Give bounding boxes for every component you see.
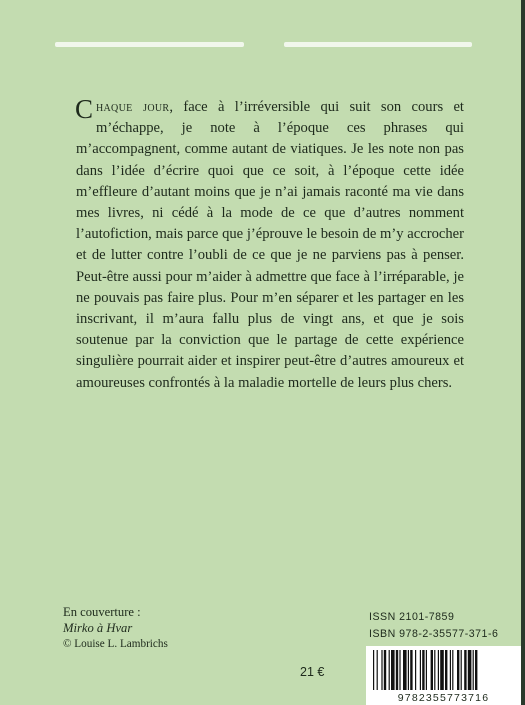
barcode-bar (426, 650, 427, 690)
barcode-bar (464, 650, 466, 690)
barcode-bar (373, 650, 374, 690)
barcode-bar (452, 650, 453, 690)
barcode-bar (440, 650, 444, 690)
barcode-bar (403, 650, 407, 690)
issn-number: ISSN 2101-7859 (369, 611, 455, 623)
cover-artwork-title: Mirko à Hvar (63, 621, 133, 635)
cover-label: En couverture : (63, 605, 141, 619)
barcode-bar (410, 650, 412, 690)
isbn-block (369, 609, 498, 643)
decorative-bar-left (55, 42, 244, 47)
barcode-bar (431, 650, 433, 690)
barcode-bars (371, 650, 516, 692)
barcode-bar (475, 650, 477, 690)
barcode-bar (473, 650, 474, 690)
cover-credits (63, 604, 168, 652)
isbn-number: ISBN 978-2-35577-371-6 (369, 628, 499, 640)
barcode-bar (389, 650, 390, 690)
price: 21 € (300, 665, 325, 679)
barcode-bar (445, 650, 447, 690)
barcode-bar (396, 650, 398, 690)
barcode-bar (457, 650, 459, 690)
barcode-bar (377, 650, 378, 690)
cover-edge (521, 0, 525, 705)
barcode-bar (434, 650, 435, 690)
barcode-digits: 9782355773716 (397, 692, 490, 704)
blurb-paragraph (75, 94, 464, 394)
barcode-bar (468, 650, 472, 690)
barcode-bar (399, 650, 400, 690)
drop-cap: C (75, 94, 94, 124)
barcode-bar (415, 650, 416, 690)
barcode-bar (391, 650, 395, 690)
barcode-bar (461, 650, 462, 690)
barcode-bar (408, 650, 409, 690)
decorative-bar-right (284, 42, 472, 47)
barcode (366, 646, 521, 705)
barcode-bar (420, 650, 421, 690)
opening-words: haque jour (96, 99, 170, 115)
blurb-text: , face à l’irréversible qui suit son cours et m’échappe, je note à l’époque ces phrases qui m’accompagnent, comme autant de viatiques. Je les note non pas dans l’idée d’écrire quoi que ce soit, à l’époque cette idée m’effleure d’autant moins que je n’ai jamais raconté ma vie dans mes livres, ni cédé à la mode de ce que d’autres nomment l’autofiction, mais parce que j’éprouve le besoin de m’y accrocher et de lutter contre l’oubli de ce que je ne parviens pas à penser. Peut-être aussi pour m’aider à admettre que face à l’irréparable, je ne pouvais pas faire plus. Pour m’en séparer et les partager en les inscrivant, il m’aura fallu plus de vingt ans, et que je sois soutenue par la conviction que le partage de cette expérience singulière pourrait aider et inspirer peut-être d’autres amoureux et amoureuses confrontés à la maladie mortelle de leurs plus chers. (76, 99, 464, 391)
barcode-bar (422, 650, 424, 690)
barcode-bar (384, 650, 386, 690)
cover-copyright: © Louise L. Lambrichs (63, 638, 168, 650)
barcode-bar (438, 650, 439, 690)
barcode-bar (381, 650, 382, 690)
back-cover-text (75, 94, 464, 394)
barcode-bar (450, 650, 451, 690)
